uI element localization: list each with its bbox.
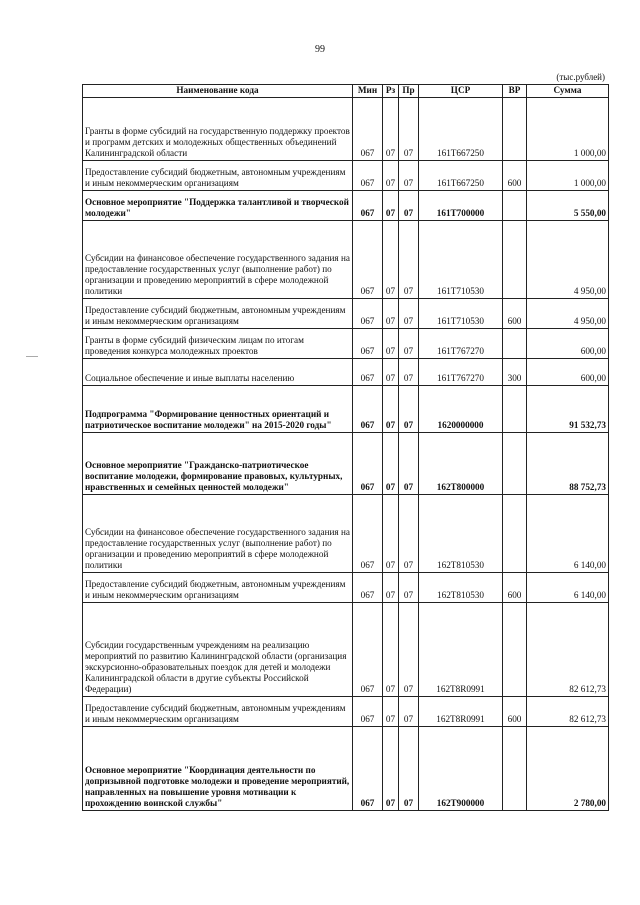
row-rz: 07 xyxy=(383,386,399,433)
row-min: 067 xyxy=(353,161,383,191)
table-row xyxy=(83,386,609,433)
row-rz: 07 xyxy=(383,329,399,359)
table-row xyxy=(83,221,609,299)
row-pr: 07 xyxy=(399,573,419,603)
row-vr: 600 xyxy=(503,573,527,603)
row-min: 067 xyxy=(353,299,383,329)
row-pr: 07 xyxy=(399,359,419,386)
row-sum: 5 550,00 xyxy=(527,191,609,221)
row-pr: 07 xyxy=(399,191,419,221)
row-name: Предоставление субсидий бюджетным, автономным учреждениям и иным некоммерческим организациям xyxy=(83,573,353,603)
row-rz: 07 xyxy=(383,299,399,329)
row-name: Гранты в форме субсидий физическим лицам по итогам проведения конкурса молодежных проектов xyxy=(83,329,353,359)
row-csr: 162T900000 xyxy=(419,727,503,811)
row-name: Основное мероприятие "Координация деятельности по допризывной подготовке молодежи и проведение мероприятий, направленных на повышение уровня мотивации к прохождению воинской службы" xyxy=(83,727,353,811)
row-pr: 07 xyxy=(399,727,419,811)
row-vr xyxy=(503,191,527,221)
header-rz: Рз xyxy=(383,85,399,98)
row-rz: 07 xyxy=(383,359,399,386)
row-min: 067 xyxy=(353,603,383,697)
row-sum: 82 612,73 xyxy=(527,697,609,727)
table-row xyxy=(83,573,609,603)
budget-table xyxy=(82,84,609,811)
row-sum: 91 532,73 xyxy=(527,386,609,433)
row-min: 067 xyxy=(353,433,383,495)
row-name: Предоставление субсидий бюджетным, автономным учреждениям и иным некоммерческим организациям xyxy=(83,161,353,191)
row-name: Предоставление субсидий бюджетным, автономным учреждениям и иным некоммерческим организациям xyxy=(83,697,353,727)
row-rz: 07 xyxy=(383,191,399,221)
page-number: 99 xyxy=(315,44,325,55)
row-min: 067 xyxy=(353,697,383,727)
row-min: 067 xyxy=(353,221,383,299)
table-row xyxy=(83,495,609,573)
row-csr: 162T8R0991 xyxy=(419,697,503,727)
row-csr: 161T710530 xyxy=(419,221,503,299)
row-min: 067 xyxy=(353,98,383,161)
row-csr: 161T767270 xyxy=(419,359,503,386)
units-label: (тыс.рублей) xyxy=(556,72,605,82)
row-rz: 07 xyxy=(383,495,399,573)
row-name: Предоставление субсидий бюджетным, автономным учреждениям и иным некоммерческим организациям xyxy=(83,299,353,329)
row-name: Подпрограмма "Формирование ценностных ориентаций и патриотическое воспитание молодежи" на 2015-2020 годы" xyxy=(83,386,353,433)
header-vr: ВР xyxy=(503,85,527,98)
table-row xyxy=(83,299,609,329)
row-pr: 07 xyxy=(399,329,419,359)
row-name: Субсидии на финансовое обеспечение государственного задания на предоставление государственных услуг (выполнение работ) по организации и проведению мероприятий в сфере молодежной политики xyxy=(83,495,353,573)
row-pr: 07 xyxy=(399,161,419,191)
row-rz: 07 xyxy=(383,573,399,603)
row-min: 067 xyxy=(353,359,383,386)
table-row xyxy=(83,697,609,727)
row-csr: 162T8R0991 xyxy=(419,603,503,697)
row-name: Социальное обеспечение и иные выплаты населению xyxy=(83,359,353,386)
table-row xyxy=(83,727,609,811)
table-row xyxy=(83,603,609,697)
row-min: 067 xyxy=(353,573,383,603)
header-pr: Пр xyxy=(399,85,419,98)
row-pr: 07 xyxy=(399,433,419,495)
row-csr: 162T810530 xyxy=(419,495,503,573)
row-min: 067 xyxy=(353,495,383,573)
row-sum: 600,00 xyxy=(527,329,609,359)
row-sum: 4 950,00 xyxy=(527,299,609,329)
row-vr xyxy=(503,603,527,697)
table-row xyxy=(83,98,609,161)
row-csr: 1620000000 xyxy=(419,386,503,433)
row-vr: 600 xyxy=(503,161,527,191)
row-name: Основное мероприятие "Поддержка талантливой и творческой молодежи" xyxy=(83,191,353,221)
row-pr: 07 xyxy=(399,495,419,573)
row-sum: 1 000,00 xyxy=(527,161,609,191)
row-min: 067 xyxy=(353,329,383,359)
row-rz: 07 xyxy=(383,697,399,727)
row-csr: 161T667250 xyxy=(419,161,503,191)
row-rz: 07 xyxy=(383,727,399,811)
row-sum: 4 950,00 xyxy=(527,221,609,299)
header-sum: Сумма xyxy=(527,85,609,98)
row-name: Основное мероприятие "Гражданско-патриотическое воспитание молодежи, формирование правовых, культурных, нравственных и семейных ценностей молодежи" xyxy=(83,433,353,495)
row-pr: 07 xyxy=(399,386,419,433)
row-vr: 600 xyxy=(503,299,527,329)
row-name: Субсидии на финансовое обеспечение государственного задания на предоставление государственных услуг (выполнение работ) по организации и проведению мероприятий в сфере молодежной политики xyxy=(83,221,353,299)
row-rz: 07 xyxy=(383,161,399,191)
row-vr xyxy=(503,433,527,495)
row-csr: 162T800000 xyxy=(419,433,503,495)
row-pr: 07 xyxy=(399,98,419,161)
row-name: Гранты в форме субсидий на государственную поддержку проектов и программ детских и молодежных общественных объединений Калининградской области xyxy=(83,98,353,161)
row-min: 067 xyxy=(353,386,383,433)
row-min: 067 xyxy=(353,191,383,221)
row-csr: 161T767270 xyxy=(419,329,503,359)
header-csr: ЦСР xyxy=(419,85,503,98)
row-vr: 600 xyxy=(503,697,527,727)
row-sum: 88 752,73 xyxy=(527,433,609,495)
row-sum: 6 140,00 xyxy=(527,495,609,573)
row-sum: 6 140,00 xyxy=(527,573,609,603)
row-rz: 07 xyxy=(383,98,399,161)
row-vr xyxy=(503,727,527,811)
header-row xyxy=(83,85,609,98)
row-vr xyxy=(503,98,527,161)
row-rz: 07 xyxy=(383,433,399,495)
row-rz: 07 xyxy=(383,603,399,697)
row-sum: 82 612,73 xyxy=(527,603,609,697)
row-vr xyxy=(503,495,527,573)
row-sum: 1 000,00 xyxy=(527,98,609,161)
row-min: 067 xyxy=(353,727,383,811)
header-min: Мин xyxy=(353,85,383,98)
row-vr xyxy=(503,221,527,299)
row-csr: 161T710530 xyxy=(419,299,503,329)
row-vr xyxy=(503,386,527,433)
row-pr: 07 xyxy=(399,603,419,697)
margin-mark xyxy=(26,356,38,357)
row-pr: 07 xyxy=(399,697,419,727)
table-row xyxy=(83,161,609,191)
row-pr: 07 xyxy=(399,221,419,299)
row-csr: 162T810530 xyxy=(419,573,503,603)
table-row xyxy=(83,329,609,359)
row-name: Субсидии государственным учреждениям на реализацию мероприятий по развитию Калининградской области (организация экскурсионно-образовательных поездок для детей и молодежи Калининградской области в другие субъекты Российской Федерации) xyxy=(83,603,353,697)
row-rz: 07 xyxy=(383,221,399,299)
row-sum: 2 780,00 xyxy=(527,727,609,811)
table-row xyxy=(83,433,609,495)
header-name: Наименование кода xyxy=(83,85,353,98)
row-csr: 161T667250 xyxy=(419,98,503,161)
row-vr xyxy=(503,329,527,359)
row-sum: 600,00 xyxy=(527,359,609,386)
table-row xyxy=(83,359,609,386)
table-row xyxy=(83,191,609,221)
row-csr: 161T700000 xyxy=(419,191,503,221)
row-vr: 300 xyxy=(503,359,527,386)
row-pr: 07 xyxy=(399,299,419,329)
